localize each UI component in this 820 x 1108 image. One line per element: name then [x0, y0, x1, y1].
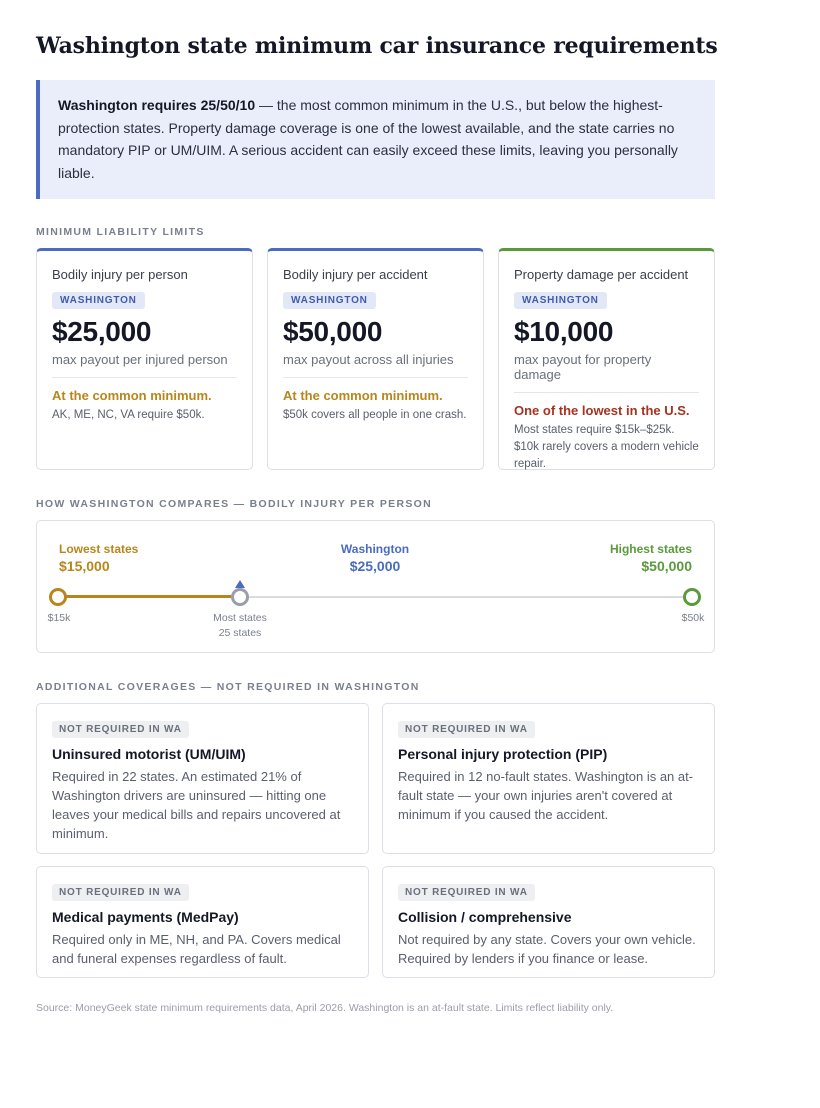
max-marker	[683, 588, 701, 606]
min-marker	[49, 588, 67, 606]
washington-label: Washington	[340, 542, 410, 556]
limit-card-bi-person	[36, 248, 253, 470]
limit-note: Most states require $15k–$25k. $10k rarely covers a modern vehicle repair.	[514, 424, 699, 470]
coverage-card-medpay	[36, 866, 369, 978]
limit-description: max payout across all injuries	[283, 352, 454, 367]
coverage-title: Medical payments (MedPay)	[52, 909, 239, 925]
coverage-title: Collision / comprehensive	[398, 909, 572, 925]
callout-lead: Washington requires 25/50/10	[58, 97, 256, 113]
coverage-text: Required only in ME, NH, and PA. Covers medical and funeral expenses regardless of fault.	[52, 932, 341, 966]
limit-description: max payout per injured person	[52, 352, 228, 367]
limit-verdict: At the common minimum.	[52, 388, 212, 403]
section-label-additional: ADDITIONAL COVERAGES — NOT REQUIRED IN WASHINGTON	[36, 681, 420, 693]
state-badge: WASHINGTON	[52, 292, 145, 309]
tick-mid-line2: 25 states	[218, 627, 262, 639]
limit-amount: $10,000	[514, 316, 614, 347]
comparison-scale	[36, 520, 715, 653]
coverage-text: Not required by any state. Covers your own vehicle. Required by lenders if you finance or lease.	[398, 932, 696, 966]
limit-note: $50k covers all people in one crash.	[283, 409, 467, 421]
coverage-text: Required in 12 no-fault states. Washington is an at-fault state — your own injuries aren't covered at minimum if you caused the accident.	[398, 769, 694, 822]
washington-header	[325, 542, 425, 574]
card-label: Property damage per accident	[514, 267, 689, 282]
state-badge: WASHINGTON	[283, 292, 376, 309]
lowest-value: $15,000	[59, 558, 110, 574]
card-divider	[52, 377, 237, 378]
source-note: Source: MoneyGeek state minimum requirements data, April 2026. Washington is an at-fault state. Limits reflect liability only.	[36, 1002, 614, 1014]
summary-callout	[36, 80, 715, 199]
highest-states-header	[610, 542, 692, 574]
section-label-compare: HOW WASHINGTON COMPARES — BODILY INJURY PER PERSON	[36, 498, 432, 510]
state-badge: WASHINGTON	[514, 292, 607, 309]
washington-marker-icon	[235, 580, 245, 588]
not-required-badge: NOT REQUIRED IN WA	[52, 884, 189, 901]
lowest-label: Lowest states	[59, 542, 139, 556]
tick-max: $50k	[681, 612, 705, 624]
card-label: Bodily injury per accident	[283, 267, 428, 282]
section-label-limits: MINIMUM LIABILITY LIMITS	[36, 226, 205, 238]
coverage-text: Required in 22 states. An estimated 21% of Washington drivers are uninsured — hitting one leaves your medical bills and repairs uncovered at minimum.	[52, 769, 341, 841]
coverage-card-pip	[382, 703, 715, 854]
tick-mid	[200, 611, 280, 641]
card-divider	[283, 377, 468, 378]
card-label: Bodily injury per person	[52, 267, 188, 282]
card-divider	[514, 392, 699, 393]
coverage-card-um-uim	[36, 703, 369, 854]
highest-label: Highest states	[609, 542, 692, 556]
limit-note: AK, ME, NC, VA require $50k.	[52, 409, 205, 421]
coverage-title: Uninsured motorist (UM/UIM)	[52, 746, 246, 762]
limit-description: max payout for property damage	[514, 352, 652, 382]
washington-marker	[231, 588, 249, 606]
limit-card-property-damage	[498, 248, 715, 470]
scale-track-fill	[59, 595, 240, 598]
limit-amount: $50,000	[283, 316, 383, 347]
limit-card-bi-accident	[267, 248, 484, 470]
limit-verdict: At the common minimum.	[283, 388, 443, 403]
not-required-badge: NOT REQUIRED IN WA	[398, 884, 535, 901]
callout-text: — the most common minimum in the U.S., but below the highest-protection states. Property damage coverage is one of the lowest available, and the state carries no mandatory PIP or UM/UIM. A serious accident can easily exceed these limits, leaving you personally liable.	[58, 97, 678, 181]
limit-amount: $25,000	[52, 316, 152, 347]
tick-min: $15k	[47, 612, 71, 624]
tick-mid-line1: Most states	[213, 612, 267, 624]
coverage-title: Personal injury protection (PIP)	[398, 746, 608, 762]
not-required-badge: NOT REQUIRED IN WA	[52, 721, 189, 738]
lowest-states-header	[59, 542, 138, 574]
page-title: Washington state minimum car insurance requirements	[36, 33, 718, 59]
coverage-card-collision	[382, 866, 715, 978]
limit-verdict: One of the lowest in the U.S.	[514, 403, 690, 418]
washington-value: $25,000	[349, 558, 401, 574]
highest-value: $50,000	[641, 558, 692, 574]
not-required-badge: NOT REQUIRED IN WA	[398, 721, 535, 738]
